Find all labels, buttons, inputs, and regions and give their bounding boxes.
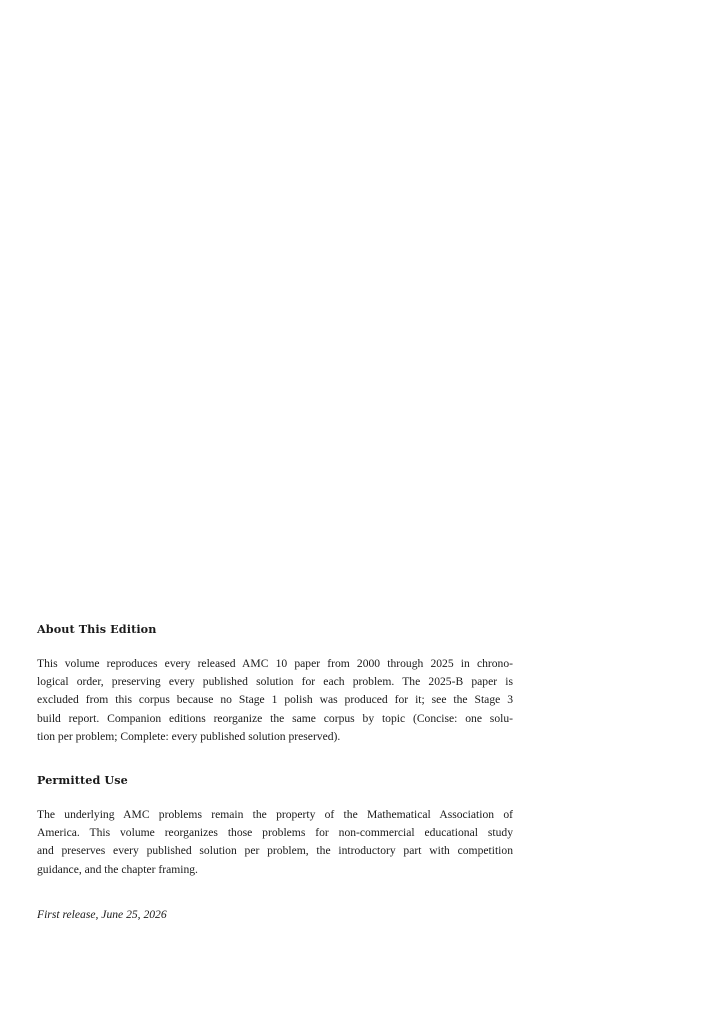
- permitted-use-paragraph: [37, 806, 513, 879]
- about-heading: About This Edition: [37, 622, 157, 636]
- about-section: [37, 621, 513, 637]
- about-line: excluded from this corpus because no Stage 1 polish was produced for it; see the Stage 3: [37, 693, 513, 707]
- permitted-use-line: guidance, and the chapter framing.: [37, 862, 198, 876]
- about-line: logical order, preserving every published solution for each problem. The 2025-B paper is: [37, 675, 513, 689]
- about-line: build report. Companion editions reorganize the same corpus by topic (Concise: one solu-: [37, 711, 513, 725]
- about-text: [37, 655, 513, 746]
- about-line: This volume reproduces every released AMC 10 paper from 2000 through 2025 in chrono-: [37, 657, 513, 670]
- permitted-use-line: The underlying AMC problems remain the property of the Mathematical Association of: [37, 808, 513, 821]
- permitted-use-heading: Permitted Use: [37, 773, 128, 787]
- about-paragraph: [37, 655, 513, 746]
- release-note: First release, June 25, 2026: [37, 908, 167, 921]
- permitted-use-text: [37, 806, 513, 879]
- permitted-use-line: and preserves every published solution per problem, the introductory part with competition: [37, 844, 513, 858]
- permitted-use-section: [37, 772, 513, 788]
- release-block: [37, 907, 513, 923]
- permitted-use-line: America. This volume reorganizes those problems for non-commercial educational study: [37, 826, 513, 840]
- about-line: tion per problem; Complete: every published solution preserved).: [37, 729, 341, 743]
